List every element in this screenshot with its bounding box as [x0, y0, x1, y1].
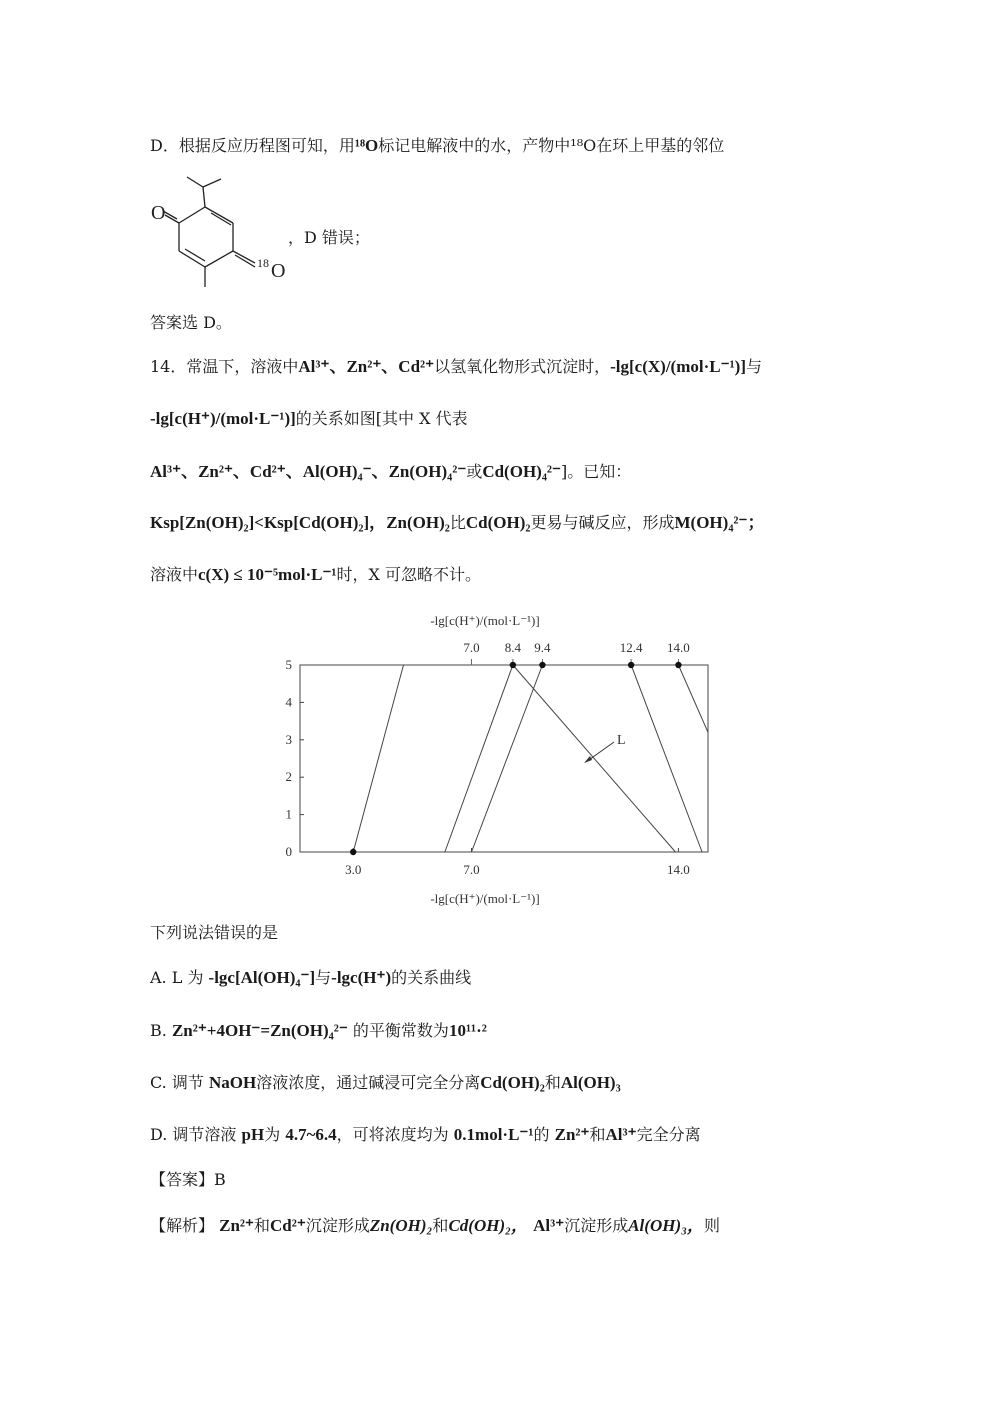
formula: Zn(OH)₂	[369, 1216, 433, 1235]
text: 14．常温下，溶液中	[150, 357, 299, 376]
ion: Zn²⁺	[554, 1125, 590, 1144]
q14-line2	[150, 407, 468, 431]
text: 和	[432, 1216, 449, 1235]
text: 和	[544, 1073, 561, 1092]
expr: Zn²⁺+4OH⁻=Zn(OH)₄²⁻	[171, 1021, 348, 1040]
question-stem: 下列说法错误的是	[150, 923, 279, 942]
formula: NaOH	[208, 1073, 257, 1092]
o18-sup: 18	[257, 256, 269, 270]
text: D．根据反应历程图可知，用	[150, 136, 355, 155]
top-tick-label: 9.4	[534, 640, 551, 655]
formula: M(OH)₄²⁻；	[674, 513, 765, 532]
y-tick-label: 5	[285, 657, 292, 672]
data-point	[628, 662, 634, 668]
answer-line	[150, 1168, 226, 1192]
q14-line5	[150, 563, 481, 587]
formula: Zn(OH)₂	[386, 513, 450, 532]
analysis-label: 【解析】	[150, 1216, 215, 1235]
series-line-1	[353, 665, 403, 852]
analysis-line	[150, 1214, 720, 1238]
text: 的关系曲线	[391, 968, 472, 987]
ions: Al³⁺、Zn²⁺、Cd²⁺	[298, 357, 435, 376]
text: 在环上甲基的邻位	[596, 136, 725, 155]
y-tick-label: 3	[285, 731, 292, 747]
text: 的	[533, 1125, 550, 1144]
text: 沉淀形成	[305, 1216, 370, 1235]
formula: Cd(OH)₂	[480, 1073, 545, 1092]
xlabel-top: -lg[c(H⁺)/(mol·L⁻¹)]	[430, 613, 540, 628]
y-tick-label: 0	[285, 844, 292, 859]
d-wrong: ，D 错误；	[288, 228, 370, 247]
data-point	[675, 662, 681, 668]
formula: Al(OH)₃	[560, 1073, 621, 1092]
text: 或	[466, 462, 483, 481]
o18-label: O	[271, 260, 286, 282]
ion: Zn²⁺	[219, 1216, 254, 1235]
expr: -lg[c(H⁺)/(mol·L⁻¹)]	[150, 409, 296, 428]
text: 则	[704, 1216, 721, 1235]
y-tick-label: 4	[285, 694, 292, 710]
text: 比	[449, 513, 466, 532]
text: 为	[264, 1125, 281, 1144]
text: 和	[253, 1216, 270, 1235]
species: Al³⁺、Zn²⁺、Cd²⁺、Al(OH)₄⁻、Zn(OH)₄²⁻	[150, 462, 467, 481]
ksp: Ksp[Zn(OH)₂]<Ksp[Cd(OH)₂]，	[150, 513, 387, 532]
y-tick-label: 2	[285, 769, 292, 785]
q14-line1	[150, 355, 762, 379]
ion: Cd²⁺	[270, 1216, 306, 1235]
series-line-2	[445, 665, 513, 852]
formula: Cd(OH)₂，	[448, 1216, 529, 1235]
text: ，可将浓度均为	[336, 1125, 449, 1144]
text: A. L 为	[150, 968, 204, 987]
condition: c(X) ≤ 10⁻⁵mol·L⁻¹	[198, 565, 337, 584]
text: 的关系如图[其中 X 代表	[295, 409, 468, 428]
series-line-3	[471, 665, 542, 852]
answer-label: 【答案】	[150, 1170, 215, 1189]
answer-value: B	[214, 1170, 226, 1189]
molecule-structure	[145, 175, 305, 290]
formula: Al(OH)₃，	[628, 1216, 705, 1235]
top-tick-label: 12.4	[619, 640, 643, 655]
text: 与	[745, 357, 762, 376]
annotation-arrowhead	[584, 756, 592, 763]
o-label: O	[151, 202, 166, 224]
bottom-tick-label: 14.0	[667, 862, 690, 877]
o18-label: ¹⁸O	[354, 136, 379, 155]
top-tick-label: 7.0	[463, 640, 480, 655]
series-line-4	[513, 665, 676, 852]
data-point	[539, 662, 545, 668]
text: C. 调节	[150, 1073, 204, 1092]
annotation-l: L	[617, 733, 626, 748]
xlabel-bottom: -lg[c(H⁺)/(mol·L⁻¹)]	[430, 891, 540, 906]
text: 和	[589, 1125, 606, 1144]
q14-line3	[150, 460, 631, 484]
bottom-tick-label: 3.0	[345, 862, 362, 877]
text: 与	[315, 968, 332, 987]
top-tick-label: 14.0	[667, 640, 690, 655]
ion: Al³⁺	[605, 1125, 637, 1144]
text: ]。已知：	[561, 462, 632, 481]
data-point	[350, 849, 356, 855]
series-line-6	[678, 665, 708, 732]
q14-line4	[150, 511, 764, 535]
option-d-prev	[150, 134, 724, 158]
top-tick-label: 8.4	[504, 640, 521, 655]
text: 标记电解液中的水，产物中	[378, 136, 571, 155]
text: D. 调节溶液	[150, 1125, 237, 1144]
expr: -lgc[Al(OH)₄⁻]	[208, 968, 316, 987]
data-point	[510, 662, 516, 668]
text: B.	[150, 1021, 167, 1040]
expr: -lg[c(X)/(mol·L⁻¹)]	[610, 357, 746, 376]
o18-label: ¹⁸O	[570, 136, 597, 155]
value: 10¹¹·²	[448, 1021, 487, 1040]
text: 沉淀形成	[564, 1216, 629, 1235]
ph: pH	[241, 1125, 265, 1144]
expr: -lgc(H⁺)	[331, 968, 392, 987]
text: 溶液中	[150, 565, 199, 584]
text: 溶液浓度，通过碱浸可完全分离	[256, 1073, 481, 1092]
ion: Al³⁺	[533, 1216, 565, 1235]
option-d[interactable]	[150, 1123, 701, 1147]
text: 以氢氧化物形式沉淀时，	[434, 357, 611, 376]
y-tick-label: 1	[285, 806, 292, 822]
conc: 0.1mol·L⁻¹	[453, 1125, 534, 1144]
text: 时，X 可忽略不计。	[336, 565, 482, 584]
option-c[interactable]	[150, 1071, 621, 1095]
bottom-tick-label: 7.0	[463, 862, 480, 877]
answer-prev: 答案选 D。	[150, 313, 232, 332]
series-line-5	[631, 665, 702, 852]
option-a[interactable]	[150, 966, 471, 990]
option-b[interactable]	[150, 1019, 487, 1043]
text: 更易与碱反应，形成	[530, 513, 675, 532]
text: 的平衡常数为	[352, 1021, 449, 1040]
formula: Cd(OH)₂	[465, 513, 531, 532]
text: 完全分离	[636, 1125, 701, 1144]
chart	[270, 605, 730, 910]
species: Cd(OH)₄²⁻	[482, 462, 561, 481]
range: 4.7~6.4	[285, 1125, 337, 1144]
